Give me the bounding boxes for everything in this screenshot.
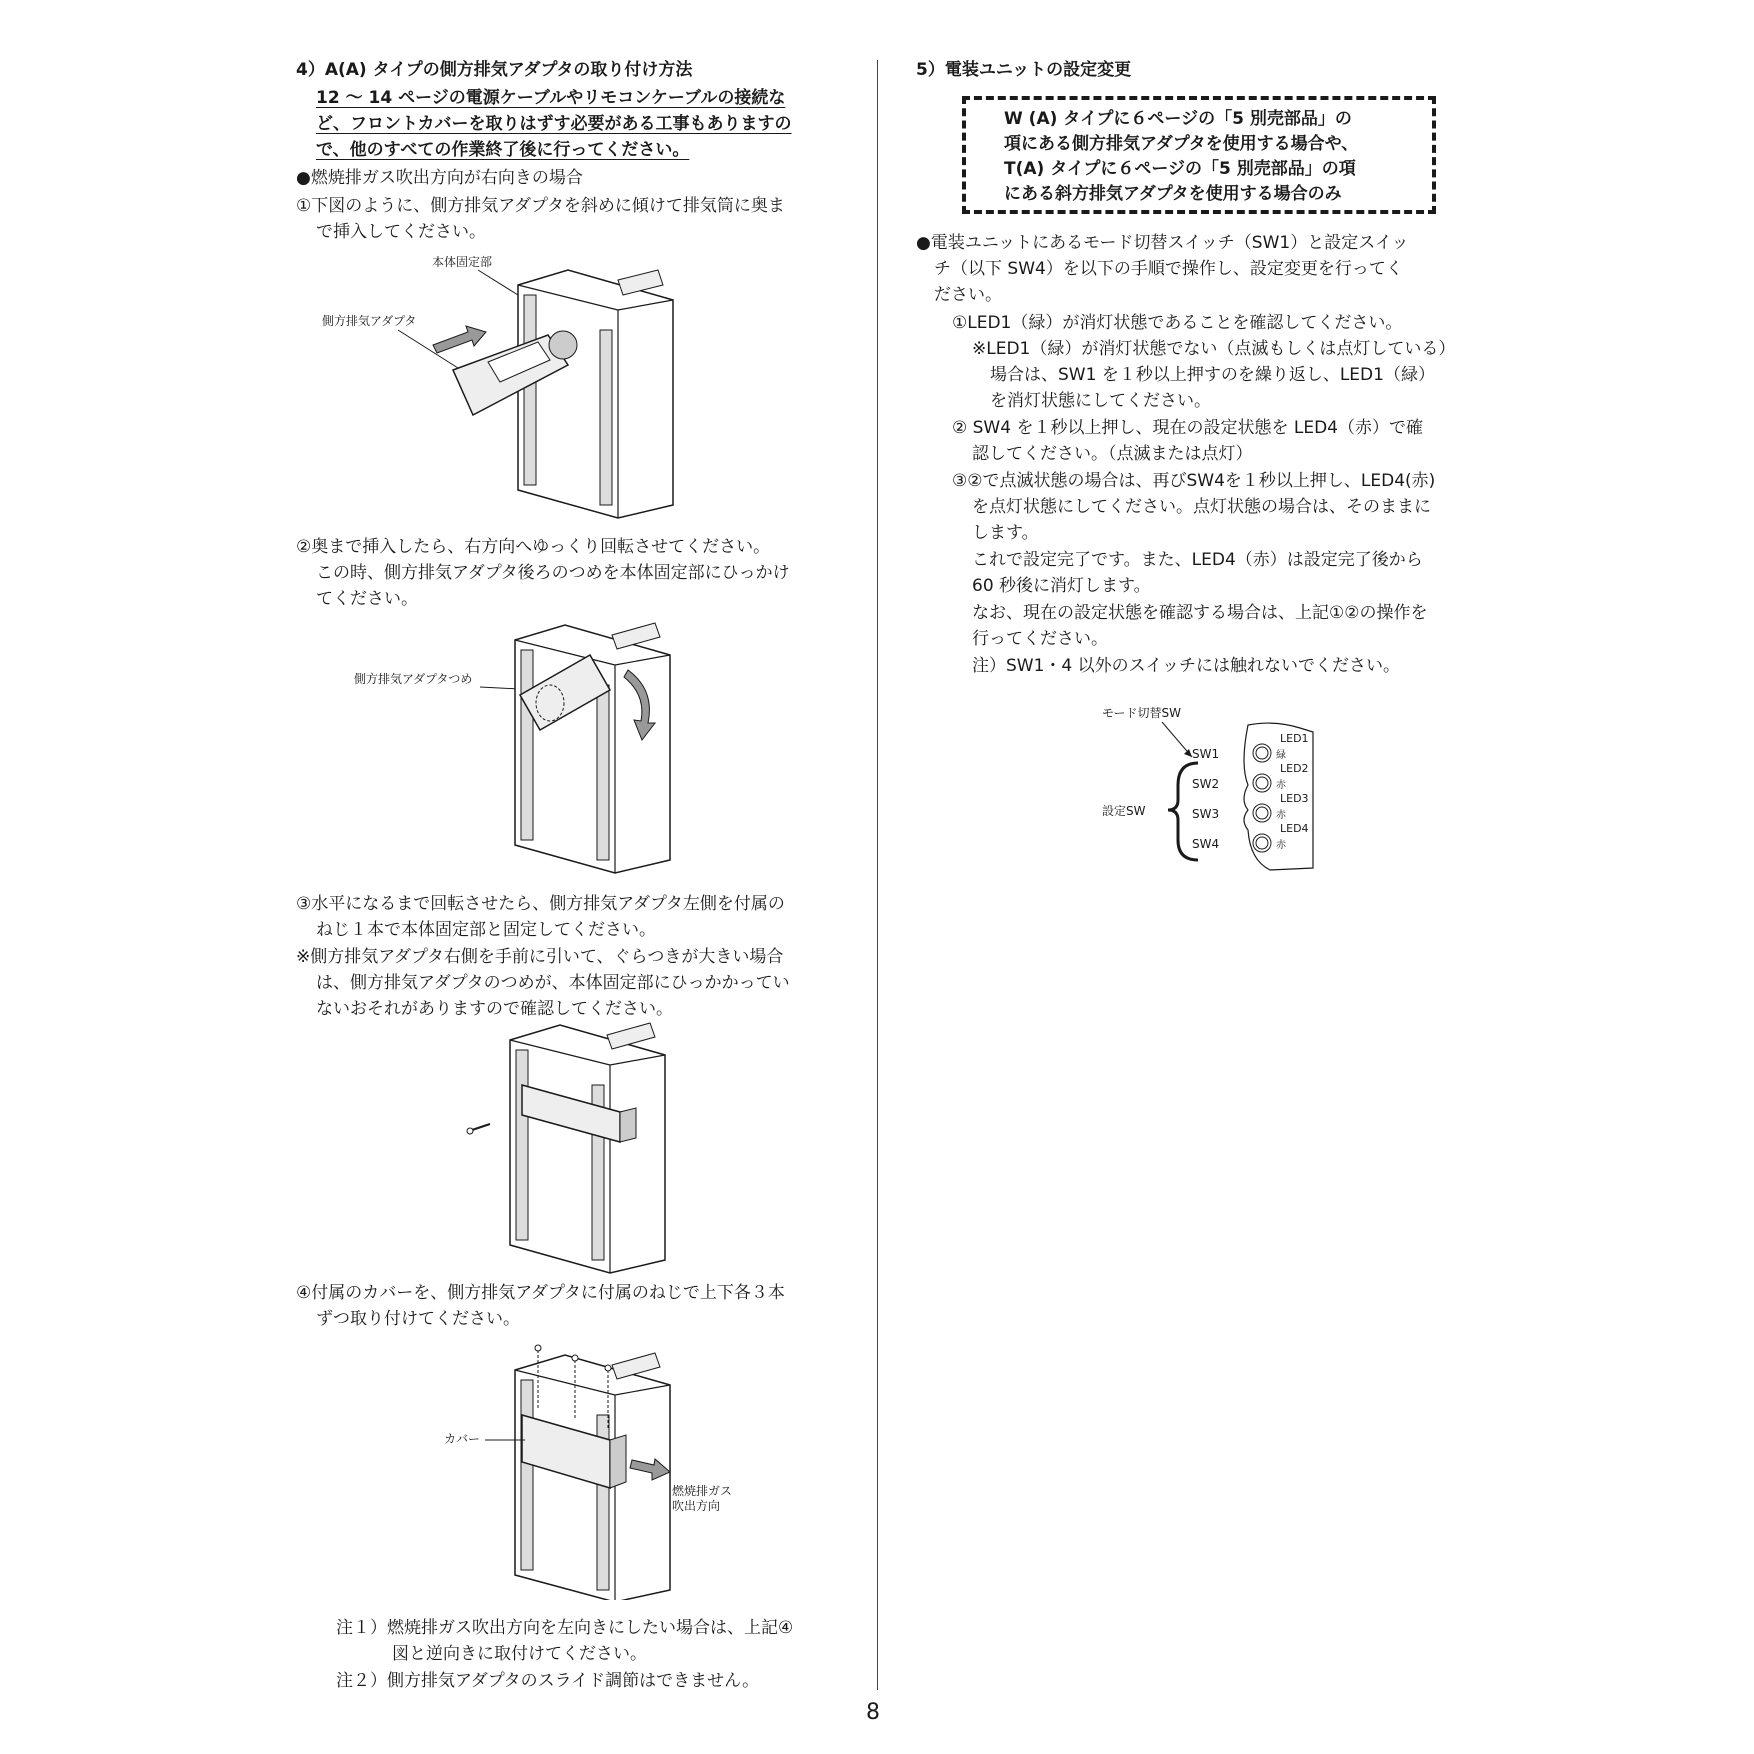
- led-color-3: 赤: [1276, 810, 1286, 821]
- switch-diagram: [1100, 700, 1350, 875]
- step3-line-2: ねじ１本で本体固定部と固定してください。: [316, 920, 656, 940]
- intro-line-1: ●電装ユニットにあるモード切替スイッチ（SW1）と設定スイッ: [916, 233, 1409, 253]
- switch-sw1: SW1: [1192, 747, 1220, 761]
- label-adapter: 側方排気アダプタ: [322, 314, 417, 328]
- label-direction-2: 吹出方向: [672, 1499, 721, 1513]
- step1-line-1: ①下図のように、側方排気アダプタを斜めに傾けて排気筒に奥ま: [296, 196, 785, 216]
- step3-line-1: ③水平になるまで回転させたら、側方排気アダプタ左側を付属の: [296, 894, 785, 914]
- figure-attach-cover: [440, 1340, 740, 1600]
- intro-line-2: チ（以下 SW4）を以下の手順で操作し、設定変更を行ってく: [934, 259, 1403, 279]
- label-setting-sw: 設定SW: [1102, 804, 1146, 818]
- step-text-2: ※LED1（緑）が消灯状態でない（点滅もしくは点灯している）: [972, 339, 1456, 359]
- led-label-1: LED1: [1280, 732, 1309, 745]
- column-divider: [877, 60, 878, 1690]
- led-label-3: LED3: [1280, 792, 1309, 805]
- led-color-1: 緑: [1276, 750, 1286, 761]
- figure-insert-adapter: [318, 250, 688, 520]
- warning-line-1: 12 ～ 14 ページの電源ケーブルやリモコンケーブルの接続な: [316, 88, 786, 108]
- step-text-10: これで設定完了です。また、LED4（赤）は設定完了後から: [972, 550, 1423, 570]
- box-line-4: にある斜方排気アダプタを使用する場合のみ: [1004, 184, 1342, 204]
- step-text-6: 認してください。（点滅または点灯）: [972, 444, 1253, 464]
- box-line-2: 項にある側方排気アダプタを使用する場合や、: [1004, 134, 1359, 154]
- step-text-3: 場合は、SW1 を１秒以上押すのを繰り返し、LED1（緑）: [990, 365, 1435, 385]
- led-color-4: 赤: [1276, 840, 1286, 851]
- step-text-1: ①LED1（緑）が消灯状態であることを確認してください。: [952, 313, 1403, 333]
- label-mode-sw: モード切替SW: [1102, 706, 1182, 720]
- warning-line-3: で、他のすべての作業終了後に行ってください。: [316, 140, 690, 160]
- page-number: 8: [866, 1700, 880, 1725]
- label-claw: 側方排気アダプタつめ: [354, 672, 473, 686]
- step-text-9: します。: [972, 523, 1039, 543]
- label-direction-1: 燃焼排ガス: [672, 1484, 733, 1498]
- step-text-13: 行ってください。: [972, 629, 1108, 649]
- step1-line-2: で挿入してください。: [316, 222, 486, 242]
- note-1-line-2: 図と逆向きに取付けてください。: [392, 1644, 647, 1664]
- step-text-7: ③②で点滅状態の場合は、再びSW4を１秒以上押し、LED4(赤): [952, 471, 1436, 491]
- note-1-line-1: 注１）燃焼排ガス吹出方向を左向きにしたい場合は、上記④: [336, 1618, 794, 1638]
- figure-fix-adapter: [460, 1020, 680, 1275]
- step-text-8: を点灯状態にしてください。点灯状態の場合は、そのままに: [972, 497, 1431, 517]
- bullet-right-direction: ●燃焼排ガス吹出方向が右向きの場合: [296, 168, 583, 188]
- section-5-heading: 5）電装ユニットの設定変更: [916, 60, 1132, 80]
- led-color-2: 赤: [1276, 780, 1286, 791]
- step-text-4: を消灯状態にしてください。: [990, 391, 1211, 411]
- step-text-5: ② SW4 を１秒以上押し、現在の設定状態を LED4（赤）で確: [952, 418, 1423, 438]
- label-cover: カバー: [444, 1432, 481, 1446]
- warning-line-2: ど、フロントカバーを取りはずす必要がある工事もありますの: [316, 114, 792, 134]
- note-star-line-2: は、側方排気アダプタのつめが、本体固定部にひっかかってい: [316, 973, 790, 993]
- switch-sw3: SW3: [1192, 807, 1220, 821]
- box-line-3: T(A) タイプに６ページの「5 別売部品」の項: [1004, 159, 1356, 179]
- step2-line-1: ②奥まで挿入したら、右方向へゆっくり回転させてください。: [296, 537, 771, 557]
- step-text-11: 60 秒後に消灯します。: [972, 576, 1151, 596]
- led-label-4: LED4: [1280, 822, 1309, 835]
- step4-line-2: ずつ取り付けてください。: [316, 1309, 520, 1329]
- note-star-line-3: ないおそれがありますので確認してください。: [316, 999, 673, 1019]
- label-fixed-part: 本体固定部: [432, 255, 493, 269]
- section-4-heading: 4）A(A) タイプの側方排気アダプタの取り付け方法: [296, 60, 693, 80]
- note-star-line-1: ※側方排気アダプタ右側を手前に引いて、ぐらつきが大きい場合: [296, 947, 784, 967]
- note-2: 注２）側方排気アダプタのスライド調節はできません。: [336, 1671, 760, 1691]
- figure-rotate-adapter: [350, 615, 680, 875]
- switch-sw4: SW4: [1192, 837, 1220, 851]
- step-text-12: なお、現在の設定状態を確認する場合は、上記①②の操作を: [972, 603, 1428, 623]
- led-label-2: LED2: [1280, 762, 1309, 775]
- step2-line-3: てください。: [316, 589, 418, 609]
- switch-sw2: SW2: [1192, 777, 1220, 791]
- applicability-note-box: [962, 96, 1436, 214]
- step-text-14: 注）SW1・4 以外のスイッチには触れないでください。: [972, 656, 1400, 676]
- step2-line-2: この時、側方排気アダプタ後ろのつめを本体固定部にひっかけ: [316, 563, 790, 583]
- step4-line-1: ④付属のカバーを、側方排気アダプタに付属のねじで上下各３本: [296, 1283, 785, 1303]
- box-line-1: W (A) タイプに６ページの「5 別売部品」の: [1004, 109, 1352, 129]
- intro-line-3: ださい。: [934, 285, 1002, 305]
